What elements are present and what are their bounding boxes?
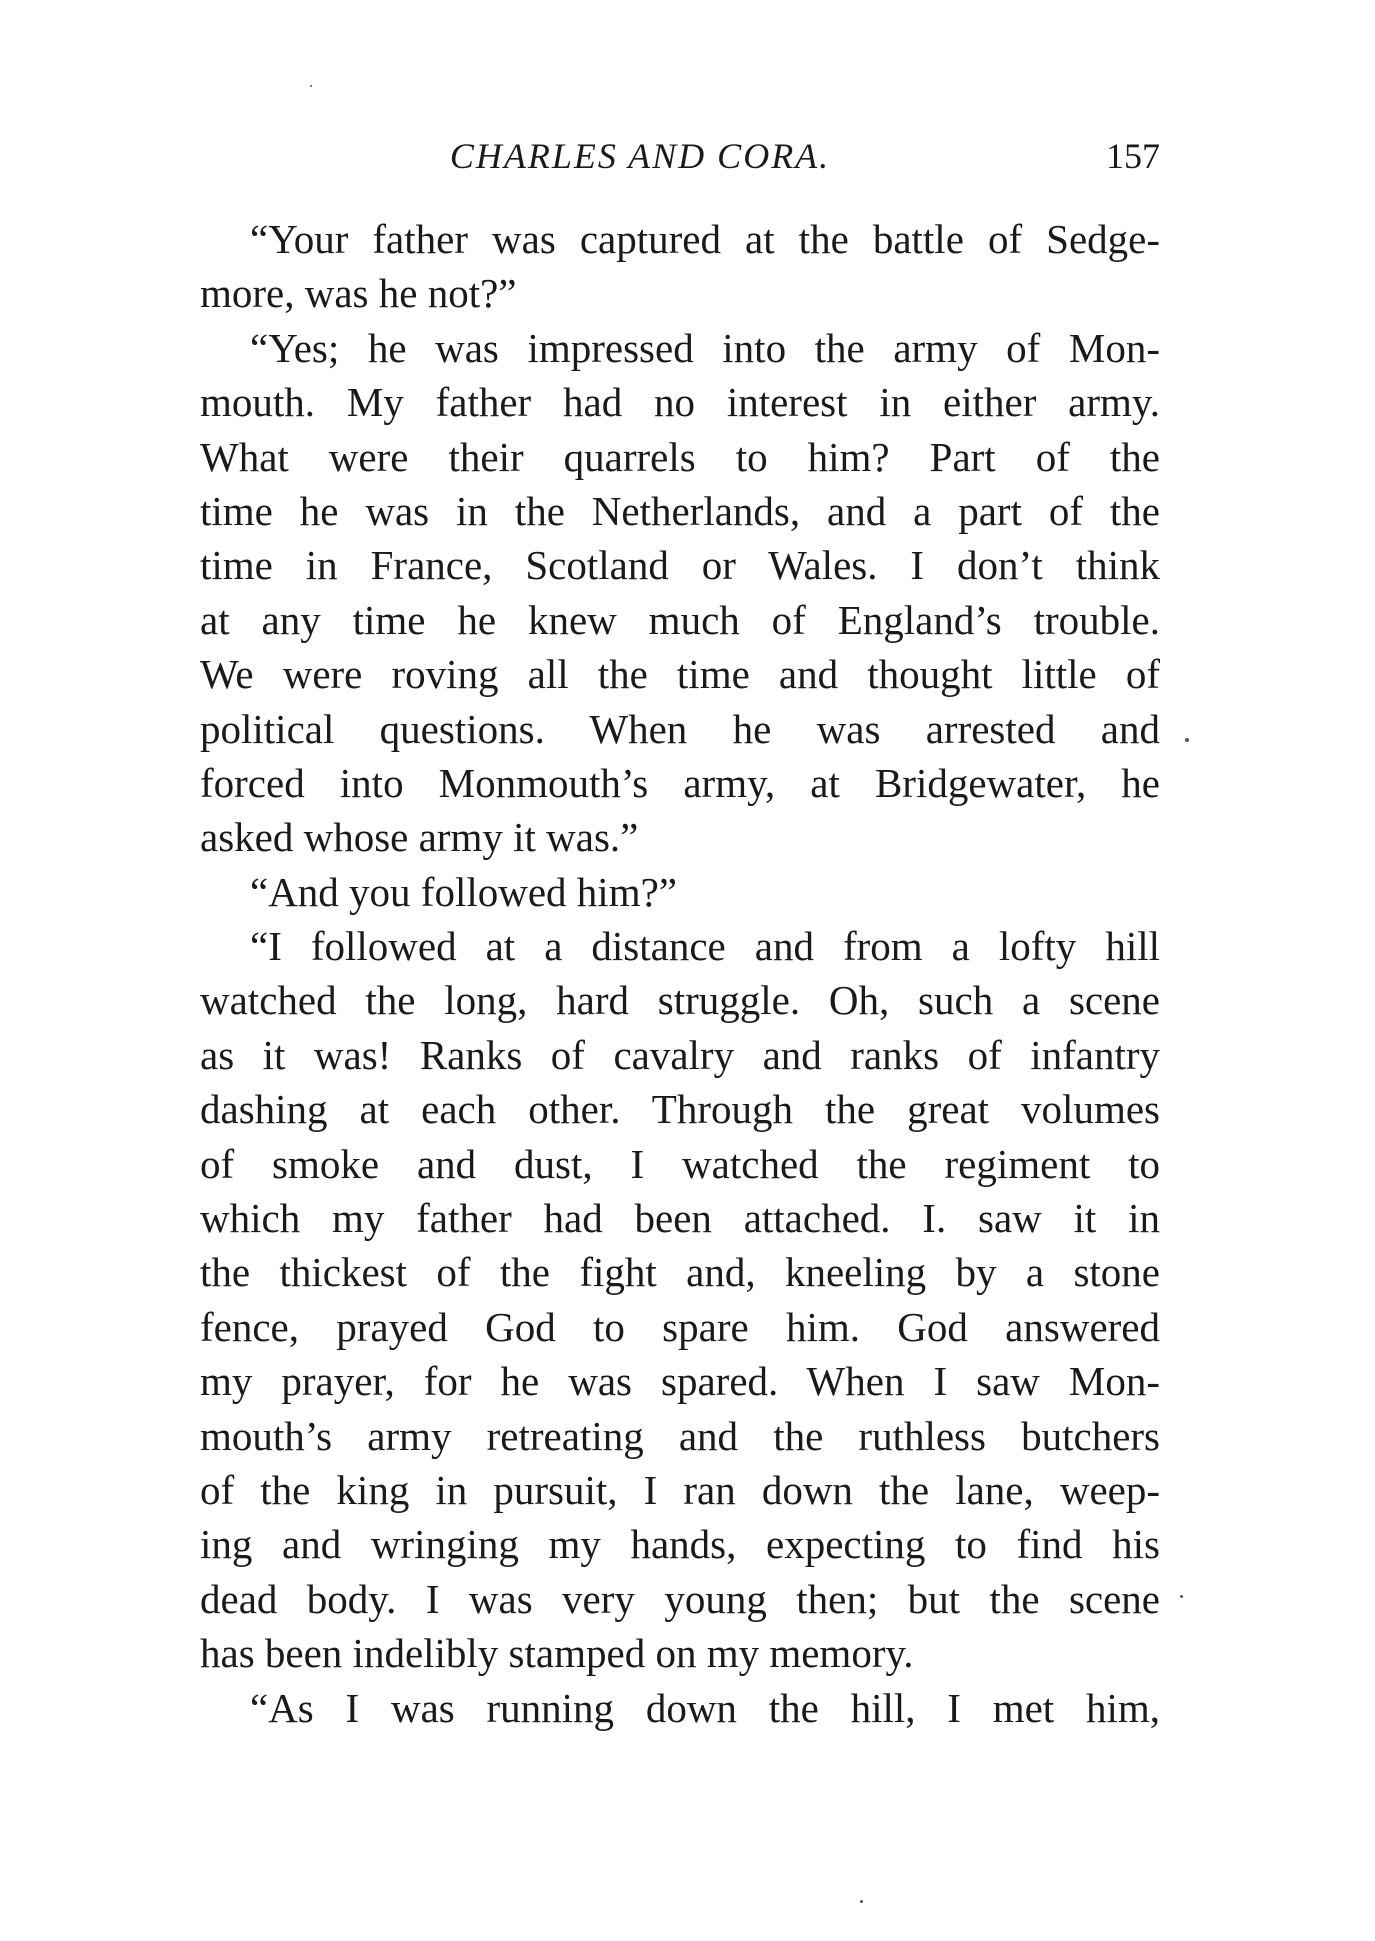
text-line: of the king in pursuit, I ran down the lane, weep- (200, 1466, 1160, 1513)
text-line: the thickest of the fight and, kneeling by a stone (200, 1249, 1160, 1296)
print-speck (1180, 1595, 1183, 1598)
text-line: dead body. I was very young then; but the scene (200, 1575, 1160, 1622)
text-line: political questions. When he was arrested and (200, 705, 1160, 752)
text-line: more, was he not?” (200, 270, 517, 317)
text-line: dashing at each other. Through the great volumes (200, 1086, 1160, 1133)
print-speck (310, 85, 312, 87)
text-line: “Your father was captured at the battle of Sedge- (250, 216, 1160, 262)
text-line: “Yes; he was impressed into the army of Mon- (250, 324, 1160, 371)
text-line: “I followed at a distance and from a lofty hill (250, 923, 1160, 970)
text-line: “As I was running down the hill, I met him, (250, 1684, 1160, 1731)
text-line: time he was in the Netherlands, and a part of the (200, 487, 1160, 534)
text-line: mouth. My father had no interest in either army. (200, 379, 1160, 426)
text-line: mouth’s army retreating and the ruthless butchers (200, 1412, 1160, 1459)
text-line: forced into Monmouth’s army, at Bridgewater, he (200, 759, 1160, 806)
text-line: ing and wringing my hands, expecting to find his (200, 1521, 1160, 1568)
text-line: which my father had been attached. I. saw it in (200, 1195, 1160, 1242)
text-line: my prayer, for he was spared. When I saw Mon- (200, 1358, 1160, 1405)
body-text (200, 212, 1160, 1735)
text-line: time in France, Scotland or Wales. I don’t think (200, 542, 1160, 589)
text-line: has been indelibly stamped on my memory. (200, 1630, 914, 1677)
text-line: What were their quarrels to him? Part of the (200, 433, 1160, 480)
text-line: fence, prayed God to spare him. God answered (200, 1303, 1160, 1350)
text-line: of smoke and dust, I watched the regiment to (200, 1140, 1160, 1187)
text-line: as it was! Ranks of cavalry and ranks of infantry (200, 1031, 1160, 1078)
text-line: watched the long, hard struggle. Oh, such a scene (200, 977, 1160, 1024)
text-line: We were roving all the time and thought little of (200, 651, 1160, 698)
print-speck (1185, 738, 1189, 742)
print-speck (860, 1900, 863, 1903)
text-line: “And you followed him?” (250, 868, 677, 915)
page-number: 157 (1106, 136, 1160, 176)
running-head (200, 135, 1160, 185)
text-line: at any time he knew much of England’s trouble. (200, 596, 1160, 643)
text-line: asked whose army it was.” (200, 814, 639, 861)
running-title: CHARLES AND CORA. (449, 136, 831, 176)
